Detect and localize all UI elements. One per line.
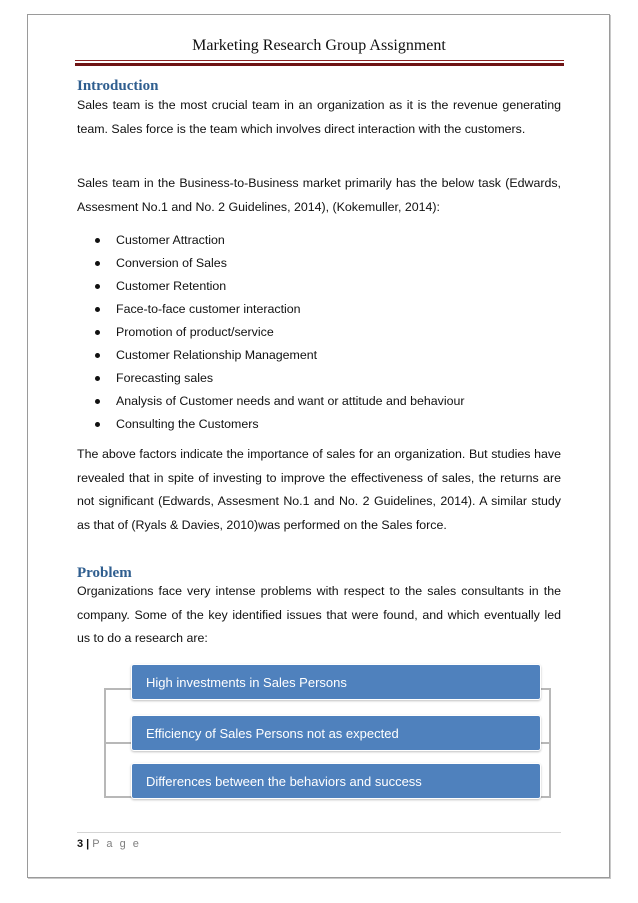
bullet-icon: [95, 284, 100, 289]
bullet-icon: [95, 422, 100, 427]
issue-box-behaviors: Differences between the behaviors and success: [131, 763, 541, 799]
problem-paragraph: Organizations face very intense problems with respect to the sales consultants in the company. Some of the key identified issues that were found, and which eventually led us to do a research are:: [77, 584, 561, 645]
list-item: Forecasting sales: [77, 367, 561, 390]
document-header-title: Marketing Research Group Assignment: [192, 37, 446, 54]
introduction-paragraph-3: The above factors indicate the importance of sales for an organization. But studies have revealed that in spite of investing to improve the effectiveness of sales, the returns are not significant (Edwards, Assesment No.1 and No. 2 Guidelines, 2014). A similar study as that of (Ryals & Davies, 2010)was performed on the Sales force.: [77, 447, 561, 532]
header-rule-thin: [75, 60, 564, 61]
footer-rule: [77, 832, 561, 833]
bullet-icon: [95, 376, 100, 381]
introduction-heading: Introduction: [77, 78, 159, 94]
bullet-icon: [95, 238, 100, 243]
bullet-icon: [95, 399, 100, 404]
introduction-paragraph-1: Sales team is the most crucial team in an organization as it is the revenue generating team. Sales force is the team which involves direct interaction with the customers.: [77, 98, 561, 136]
list-item: Analysis of Customer needs and want or attitude and behaviour: [77, 390, 561, 413]
issue-box-efficiency: Efficiency of Sales Persons not as expected: [131, 715, 541, 751]
list-item: Customer Attraction: [77, 229, 561, 252]
page-footer: [77, 838, 141, 850]
issue-box-investments: High investments in Sales Persons: [131, 664, 541, 700]
problem-heading: Problem: [77, 565, 132, 581]
bullet-icon: [95, 330, 100, 335]
page-number: 3: [77, 838, 84, 850]
list-item: Promotion of product/service: [77, 321, 561, 344]
list-item: Conversion of Sales: [77, 252, 561, 275]
list-item: Customer Retention: [77, 275, 561, 298]
list-item: Consulting the Customers: [77, 413, 561, 436]
list-item: Face-to-face customer interaction: [77, 298, 561, 321]
bullet-icon: [95, 353, 100, 358]
bullet-icon: [95, 261, 100, 266]
footer-separator: |: [86, 838, 90, 850]
list-item: Customer Relationship Management: [77, 344, 561, 367]
introduction-paragraph-2: Sales team in the Business-to-Business market primarily has the below task (Edwards, Assesment No.1 and No. 2 Guidelines, 2014), (Kokemuller, 2014):: [77, 176, 561, 214]
header-rule-thick: [75, 63, 564, 66]
bullet-icon: [95, 307, 100, 312]
page-label: P a g e: [92, 838, 141, 850]
task-bullet-list: [77, 229, 561, 436]
